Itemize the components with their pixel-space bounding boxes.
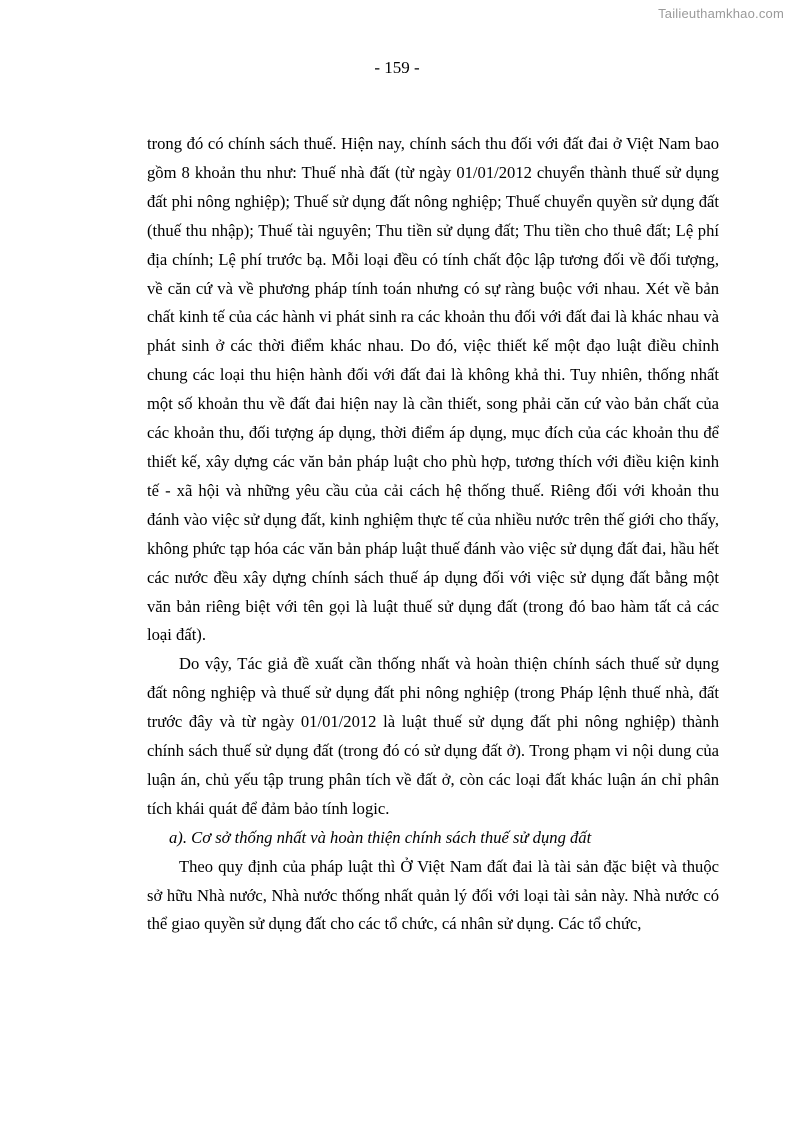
watermark: Tailieuthamkhao.com — [658, 6, 784, 21]
section-heading-a: a). Cơ sở thống nhất và hoàn thiện chính sách thuế sử dụng đất — [169, 827, 592, 847]
paragraph-proposal: Do vậy, Tác giả đề xuất cần thống nhất và hoàn thiện chính sách thuế sử dụng đất nông nghiệp và thuế sử dụng đất phi nông nghiệp (trong Pháp lệnh thuế nhà, đất trước đây và từ ngày 01/01/2012 là luật thuế sử dụng đất phi nông nghiệp) thành chính sách thuế sử dụng đất (trong đó có sử dụng đất ở). Trong phạm vi nội dung của luận án, chủ yếu tập trung phân tích về đất ở, còn các loại đất khác luận án chỉ phân tích khái quát để đảm bảo tính logic. — [147, 654, 719, 818]
page-number: - 159 - — [374, 58, 420, 77]
paragraph-continuation: trong đó có chính sách thuế. Hiện nay, chính sách thu đối với đất đai ở Việt Nam bao gồm 8 khoản thu như: Thuế nhà đất (từ ngày 01/01/2012 chuyển thành thuế sử dụng đất phi nông nghiệp); Thuế sử dụng đất nông nghiệp; Thuế chuyển quyền sử dụng đất (thuế thu nhập); Thuế tài nguyên; Thu tiền sử dụng đất; Thu tiền cho thuê đất; Lệ phí địa chính; Lệ phí trước bạ. Mỗi loại đều có tính chất độc lập tương đối về đối tượng, về căn cứ và về phương pháp tính toán nhưng có sự ràng buộc với nhau. Xét về bản chất kinh tế của các hành vi phát sinh ra các khoản thu đối với đất đai là khác nhau và phát sinh ở các thời điểm khác nhau. Do đó, việc thiết kế một đạo luật điều chỉnh chung các loại thu hiện hành đối với đất đai là không khả thi. Tuy nhiên, thống nhất một số khoản thu về đất đai hiện nay là cần thiết, song phải căn cứ vào bản chất của các khoản thu, đối tượng áp dụng, thời điểm áp dụng, mục đích của các khoản thu để thiết kế, xây dựng các văn bản pháp luật cho phù hợp, tương thích với điều kiện kinh tế - xã hội và những yêu cầu của cải cách hệ thống thuế. Riêng đối với khoản thu đánh vào việc sử dụng đất, kinh nghiệm thực tế của nhiều nước trên thế giới cho thấy, không phức tạp hóa các văn bản pháp luật thuế đánh vào việc sử dụng đất đai, hầu hết các nước đều xây dựng chính sách thuế áp dụng đối với việc sử dụng đất bằng một văn bản riêng biệt với tên gọi là luật thuế sử dụng đất (trong đó bao hàm tất cả các loại đất). — [147, 134, 719, 645]
paragraph-legal-basis: Theo quy định của pháp luật thì Ở Việt Nam đất đai là tài sản đặc biệt và thuộc sở hữu Nhà nước, Nhà nước thống nhất quản lý đối với loại tài sản này. Nhà nước có thể giao quyền sử dụng đất cho các tổ chức, cá nhân sử dụng. Các tổ chức, — [147, 856, 719, 934]
body-text — [147, 130, 719, 939]
